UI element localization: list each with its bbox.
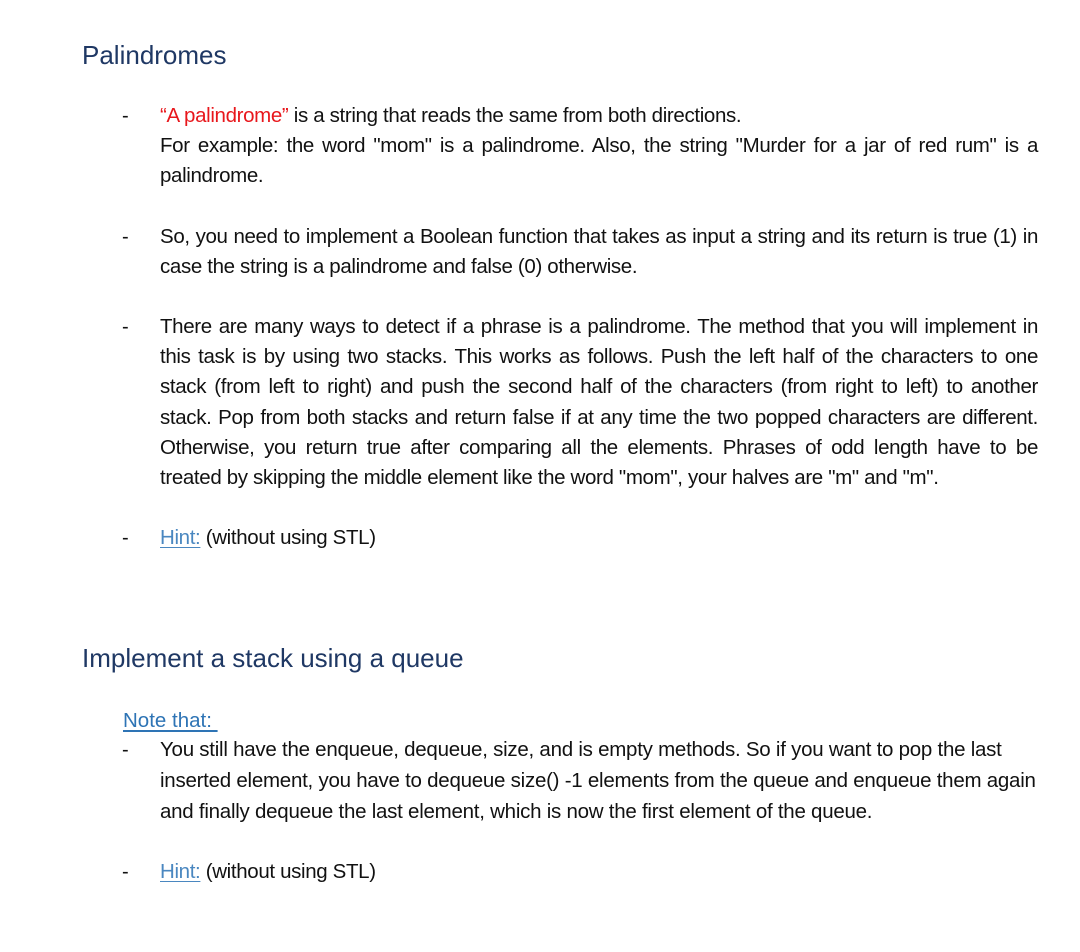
hint-item: [160, 857, 1038, 887]
hint-text: (without using STL): [200, 860, 376, 883]
note-that-label: Note that:: [123, 709, 218, 732]
boolean-function-item: So, you need to implement a Boolean function that takes as input a string and its return is true (1) in case the string is a palindrome and false (0) otherwise.: [160, 225, 1038, 279]
hint-link[interactable]: Hint:: [160, 860, 201, 883]
section-title-palindromes: Palindromes: [82, 40, 227, 70]
bullet-dash: -: [122, 226, 129, 248]
two-stacks-method-item: There are many ways to detect if a phrase is a palindrome. The method that you will implement in this task is by using two stacks. This works as follows. Push the left half of the characters to one stack (from left to right) and push the second half of the characters (from right to left) to another stack. Pop from both stacks and return false if at any time the two popped characters are different. Otherwise, you return true after comparing all the elements. Phrases of odd length have to be treated by skipping the middle element like the word "mom", your halves are "m" and "m".: [160, 315, 1038, 490]
palindrome-definition-item: [160, 101, 1038, 192]
hint-text: (without using STL): [200, 526, 376, 549]
hint-link[interactable]: Hint:: [160, 526, 201, 549]
palindrome-term-highlight: “A palindrome”: [160, 104, 289, 127]
palindrome-definition-text: is a string that reads the same from both directions.: [288, 104, 742, 127]
section-title-stack-using-queue: Implement a stack using a queue: [82, 643, 464, 673]
palindrome-example-text: For example: the word "mom" is a palindrome. Also, the string "Murder for a jar of red rum" is a palindrome.: [160, 134, 1038, 188]
stack-queue-explanation-item: You still have the enqueue, dequeue, size, and is empty methods. So if you want to pop the last inserted element, you have to dequeue size() -1 elements from the queue and enqueue them again and finally dequeue the last element, which is now the first element of the queue.: [160, 738, 1036, 823]
bullet-dash: -: [122, 861, 129, 883]
hint-item: [160, 523, 1038, 553]
bullet-dash: -: [122, 739, 129, 761]
bullet-dash: -: [122, 316, 129, 338]
bullet-dash: -: [122, 105, 129, 127]
bullet-dash: -: [122, 527, 129, 549]
